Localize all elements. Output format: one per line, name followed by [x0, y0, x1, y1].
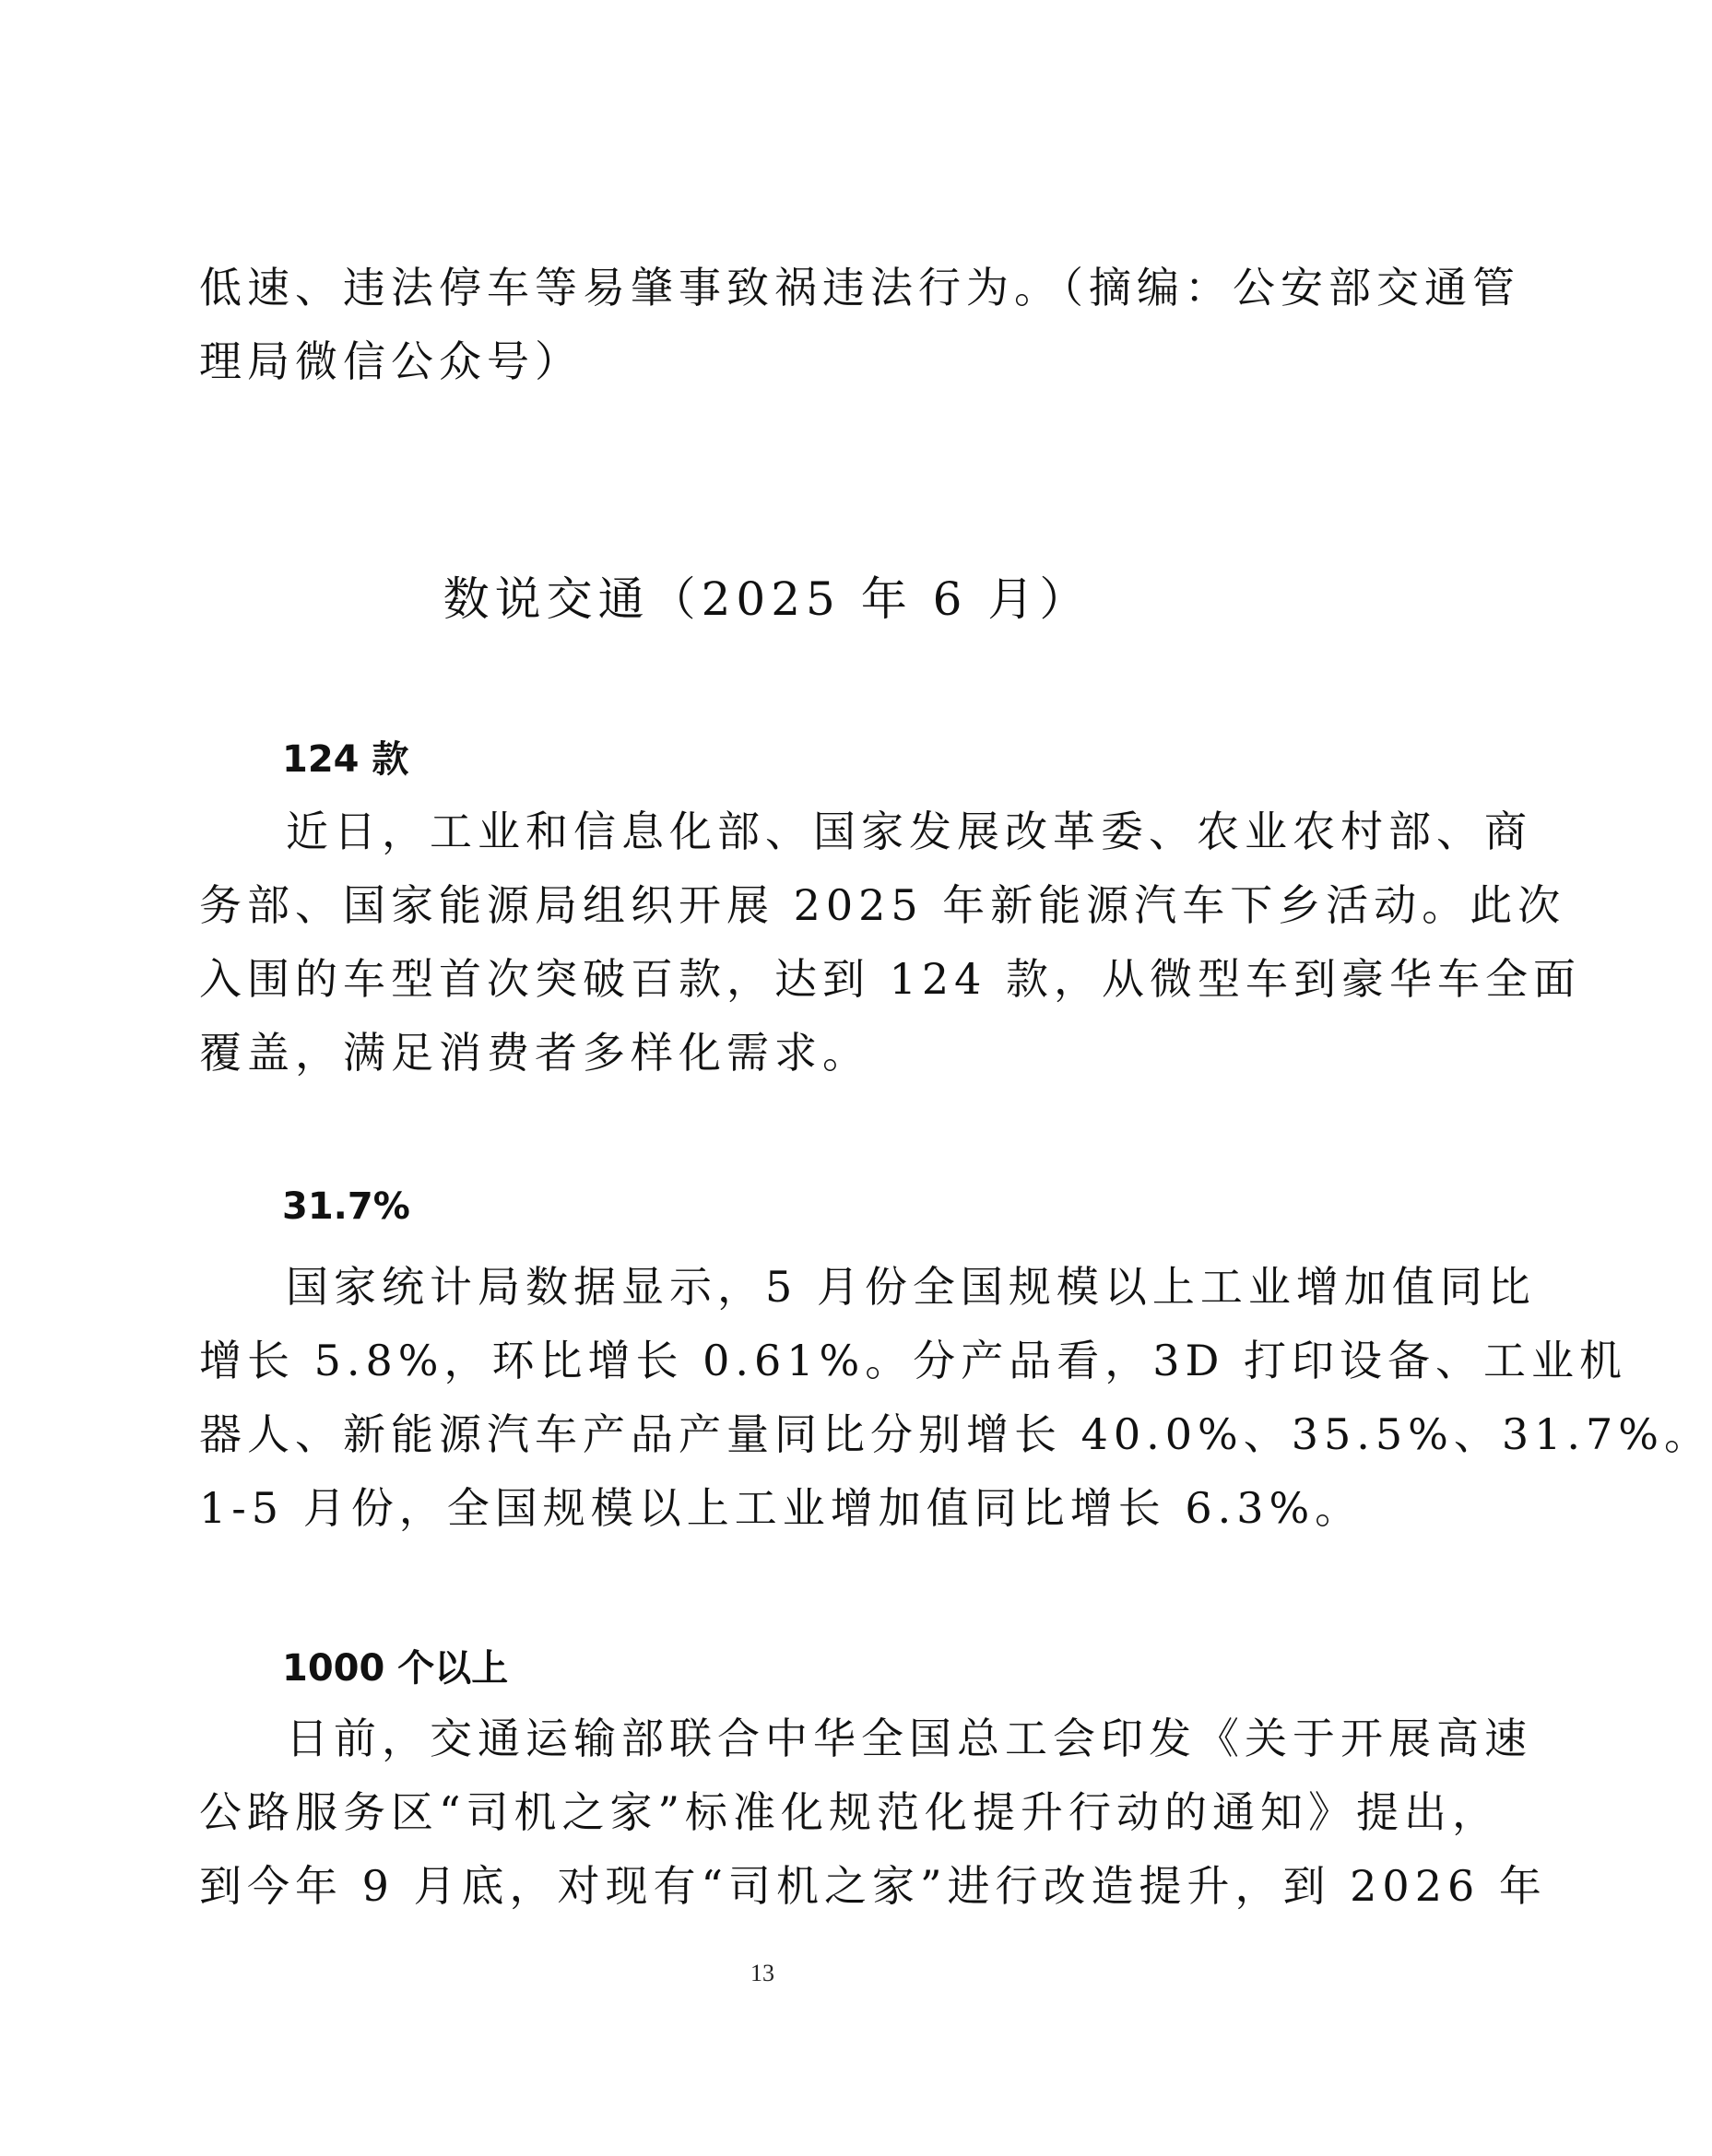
section-3-line-3: 到今年 9 月底，对现有“司机之家”进行改造提升，到 2026 年 — [199, 1861, 1547, 1911]
section-2-line-3: 器人、新能源汽车产品产量同比分别增长 40.0%、35.5%、31.7%。 — [199, 1409, 1712, 1459]
section-paragraph-3 — [199, 1702, 1547, 1923]
intro-line-2: 理局微信公众号） — [199, 336, 583, 386]
section-1-line-1: 近日，工业和信息化部、国家发展改革委、农业农村部、商 — [286, 807, 1532, 856]
section-paragraph-2 — [199, 1250, 1712, 1545]
section-1-line-2: 务部、国家能源局组织开展 2025 年新能源汽车下乡活动。此次 — [199, 880, 1566, 930]
section-3-line-2: 公路服务区“司机之家”标准化规范化提升行动的通知》提出， — [199, 1787, 1501, 1837]
intro-paragraph — [199, 251, 1520, 398]
section-2-line-4: 1-5 月份，全国规模以上工业增加值同比增长 6.3%。 — [199, 1483, 1364, 1533]
section-2-line-2: 增长 5.8%，环比增长 0.61%。分产品看，3D 打印设备、工业机 — [199, 1336, 1628, 1385]
section-heading-1: 124 款 — [282, 738, 409, 781]
section-1-line-3: 入围的车型首次突破百款，达到 124 款，从微型车到豪华车全面 — [199, 954, 1582, 1004]
section-heading-2: 31.7% — [282, 1185, 410, 1228]
intro-line-1: 低速、违法停车等易肇事致祸违法行为。（摘编：公安部交通管 — [199, 263, 1520, 312]
section-2-line-1: 国家统计局数据显示，5 月份全国规模以上工业增加值同比 — [286, 1262, 1536, 1312]
section-heading-3: 1000 个以上 — [282, 1647, 509, 1690]
section-1-line-4: 覆盖，满足消费者多样化需求。 — [199, 1028, 870, 1078]
section-paragraph-1 — [199, 795, 1582, 1090]
page-title: 数说交通（2025 年 6 月） — [443, 572, 1092, 626]
section-3-line-1: 日前，交通运输部联合中华全国总工会印发《关于开展高速 — [286, 1714, 1532, 1763]
page-number: 13 — [750, 1960, 774, 1986]
